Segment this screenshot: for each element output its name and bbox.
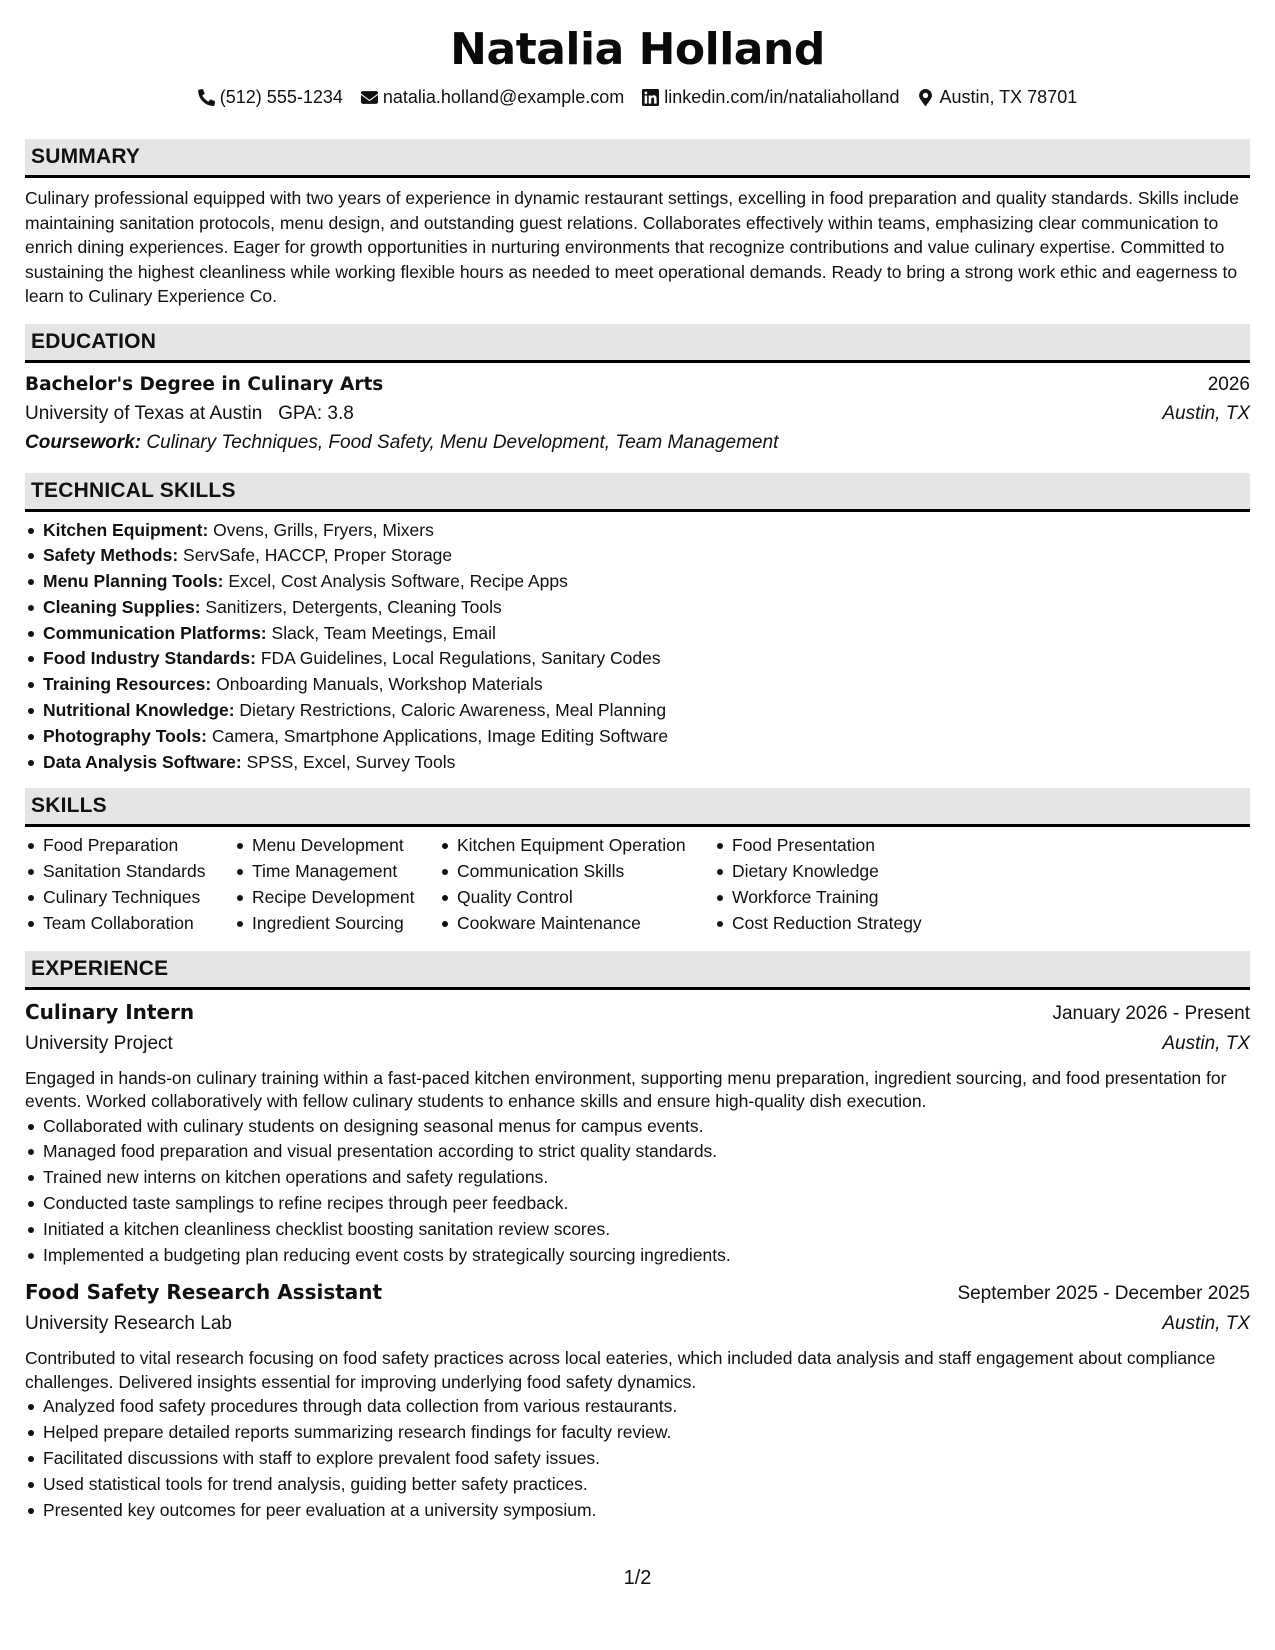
skill-category: Safety Methods:	[43, 545, 179, 566]
skill-values: Sanitizers, Detergents, Cleaning Tools	[205, 596, 502, 617]
candidate-name: Natalia Holland	[450, 24, 825, 75]
list-item: Sanitation Standards	[25, 859, 234, 885]
job-date: January 2026 - Present	[1052, 1002, 1250, 1024]
skills-section	[25, 788, 1250, 936]
list-item: Trained new interns on kitchen operations and safety regulations.	[25, 1165, 1250, 1191]
skills-grid	[25, 833, 1250, 936]
skills-column-4	[714, 833, 1014, 936]
skills-heading: SKILLS	[25, 788, 1250, 827]
phone-text: (512) 555-1234	[219, 86, 343, 107]
list-item: Team Collaboration	[25, 911, 234, 937]
list-item: Menu Development	[234, 833, 439, 859]
job-organization: University Project	[25, 1032, 173, 1054]
technical-skills-list	[25, 518, 1250, 776]
list-item: Food Preparation	[25, 833, 234, 859]
education-section	[25, 324, 1250, 457]
skill-values: FDA Guidelines, Local Regulations, Sanitary Codes	[260, 648, 661, 669]
location-text: Austin, TX 78701	[939, 86, 1078, 107]
gpa: GPA: 3.8	[278, 402, 354, 424]
job-title: Culinary Intern	[25, 999, 195, 1024]
skill-values: SPSS, Excel, Survey Tools	[246, 751, 456, 772]
school-line	[25, 399, 354, 428]
summary-text: Culinary professional equipped with two years of experience in dynamic restaurant settings, excelling in food preparation and quality standards. Skills include maintaining sanitation protocols, menu design, and outstanding guest relations. Collaborates effectively within teams, emphasizing clear communication to enrich dining experiences. Eager for growth opportunities in nurturing environments that recognize contributions and value culinary expertise. Committed to sustaining the highest cleanliness while working flexible hours as needed to meet operational demands. Ready to bring a strong work ethic and eagerness to learn to Culinary Experience Co.	[25, 188, 1240, 306]
skill-category: Communication Platforms:	[43, 622, 267, 643]
list-item: Managed food preparation and visual presentation according to strict quality standards.	[25, 1139, 1250, 1165]
linkedin-icon	[642, 89, 659, 106]
contact-phone	[198, 87, 343, 108]
resume-page	[25, 0, 1250, 1650]
skills-column-3	[439, 833, 714, 936]
job-title: Food Safety Research Assistant	[25, 1280, 383, 1305]
coursework-line	[25, 428, 1250, 457]
list-item: Ingredient Sourcing	[234, 911, 439, 937]
list-item: Initiated a kitchen cleanliness checklist boosting sanitation review scores.	[25, 1217, 1250, 1243]
list-item: Culinary Techniques	[25, 885, 234, 911]
contact-email[interactable]	[361, 87, 624, 108]
list-item: Food Presentation	[714, 833, 1014, 859]
list-item: Implemented a budgeting plan reducing event costs by strategically sourcing ingredients.	[25, 1243, 1250, 1269]
list-item	[25, 672, 1250, 698]
email-link[interactable]: natalia.holland@example.com	[382, 86, 625, 107]
list-item: Presented key outcomes for peer evaluation at a university symposium.	[25, 1498, 1250, 1524]
skill-values: Ovens, Grills, Fryers, Mixers	[213, 519, 434, 540]
job-entry	[25, 1277, 1250, 1523]
contact-location	[917, 87, 1077, 108]
skill-category: Kitchen Equipment:	[43, 519, 209, 540]
job-location: Austin, TX	[1162, 1313, 1250, 1335]
list-item	[25, 518, 1250, 544]
list-item: Collaborated with culinary students on designing seasonal menus for campus events.	[25, 1114, 1250, 1140]
skill-category: Food Industry Standards:	[43, 648, 256, 669]
list-item	[25, 543, 1250, 569]
experience-section	[25, 951, 1250, 1524]
job-location: Austin, TX	[1162, 1032, 1250, 1054]
skill-values: Dietary Restrictions, Caloric Awareness, Meal Planning	[239, 700, 667, 721]
list-item: Cookware Maintenance	[439, 911, 714, 937]
list-item	[25, 646, 1250, 672]
experience-heading: EXPERIENCE	[25, 951, 1250, 990]
job-description: Engaged in hands-on culinary training within a fast-paced kitchen environment, supporting menu preparation, ingredient sourcing, and food presentation for events. Worked collaboratively with fellow culinary students to enhance skills and ensure high-quality dish execution.	[25, 1067, 1227, 1112]
school-name: University of Texas at Austin	[25, 402, 263, 424]
list-item	[25, 750, 1250, 776]
list-item: Analyzed food safety procedures through data collection from various restaurants.	[25, 1394, 1250, 1420]
job-bullets	[25, 1114, 1250, 1269]
degree-title: Bachelor's Degree in Culinary Arts	[25, 373, 384, 395]
list-item	[25, 569, 1250, 595]
skill-values: ServSafe, HACCP, Proper Storage	[183, 545, 453, 566]
job-organization: University Research Lab	[25, 1313, 232, 1335]
list-item: Time Management	[234, 859, 439, 885]
job-description: Contributed to vital research focusing on food safety practices across local eateries, which included data analysis and staff engagement about compliance challenges. Delivered insights essential for improving underlying food safety dynamics.	[25, 1348, 1216, 1392]
list-item	[25, 698, 1250, 724]
skill-values: Camera, Smartphone Applications, Image Editing Software	[211, 725, 669, 746]
skill-category: Training Resources:	[43, 674, 212, 695]
list-item	[25, 595, 1250, 621]
education-heading: EDUCATION	[25, 324, 1250, 363]
coursework-label: Coursework:	[25, 431, 142, 453]
skills-column-2	[234, 833, 439, 936]
skill-values: Excel, Cost Analysis Software, Recipe Apps	[228, 571, 568, 592]
skill-category: Nutritional Knowledge:	[43, 700, 235, 721]
school-location: Austin, TX	[1162, 402, 1250, 424]
contact-linkedin[interactable]	[642, 87, 899, 108]
list-item: Dietary Knowledge	[714, 859, 1014, 885]
technical-skills-heading: TECHNICAL SKILLS	[25, 473, 1250, 512]
skill-values: Onboarding Manuals, Workshop Materials	[216, 674, 543, 695]
list-item: Kitchen Equipment Operation	[439, 833, 714, 859]
contact-info	[25, 84, 1250, 110]
list-item	[25, 621, 1250, 647]
list-item: Quality Control	[439, 885, 714, 911]
skill-category: Cleaning Supplies:	[43, 596, 201, 617]
map-pin-icon	[917, 89, 934, 106]
skill-category: Menu Planning Tools:	[43, 571, 224, 592]
skill-category: Data Analysis Software:	[43, 751, 242, 772]
coursework-list: Culinary Techniques, Food Safety, Menu Development, Team Management	[146, 431, 779, 453]
list-item: Facilitated discussions with staff to explore prevalent food safety issues.	[25, 1446, 1250, 1472]
list-item: Workforce Training	[714, 885, 1014, 911]
list-item: Conducted taste samplings to refine recipes through peer feedback.	[25, 1191, 1250, 1217]
summary-section	[25, 139, 1250, 309]
job-date: September 2025 - December 2025	[957, 1283, 1250, 1305]
list-item: Used statistical tools for trend analysis, guiding better safety practices.	[25, 1472, 1250, 1498]
job-bullets	[25, 1394, 1250, 1523]
skill-category: Photography Tools:	[43, 725, 207, 746]
list-item: Helped prepare detailed reports summarizing research findings for faculty review.	[25, 1420, 1250, 1446]
envelope-icon	[361, 89, 378, 106]
skill-values: Slack, Team Meetings, Email	[271, 622, 496, 643]
graduation-year: 2026	[1207, 373, 1250, 395]
technical-skills-section	[25, 473, 1250, 776]
list-item: Recipe Development	[234, 885, 439, 911]
skills-column-1	[25, 833, 234, 936]
list-item	[25, 724, 1250, 750]
linkedin-link[interactable]: linkedin.com/in/nataliaholland	[664, 86, 900, 107]
list-item: Communication Skills	[439, 859, 714, 885]
list-item: Cost Reduction Strategy	[714, 911, 1014, 937]
phone-icon	[198, 89, 215, 106]
page-number: 1/2	[623, 1567, 652, 1589]
job-entry	[25, 997, 1250, 1269]
summary-heading: SUMMARY	[25, 139, 1250, 178]
